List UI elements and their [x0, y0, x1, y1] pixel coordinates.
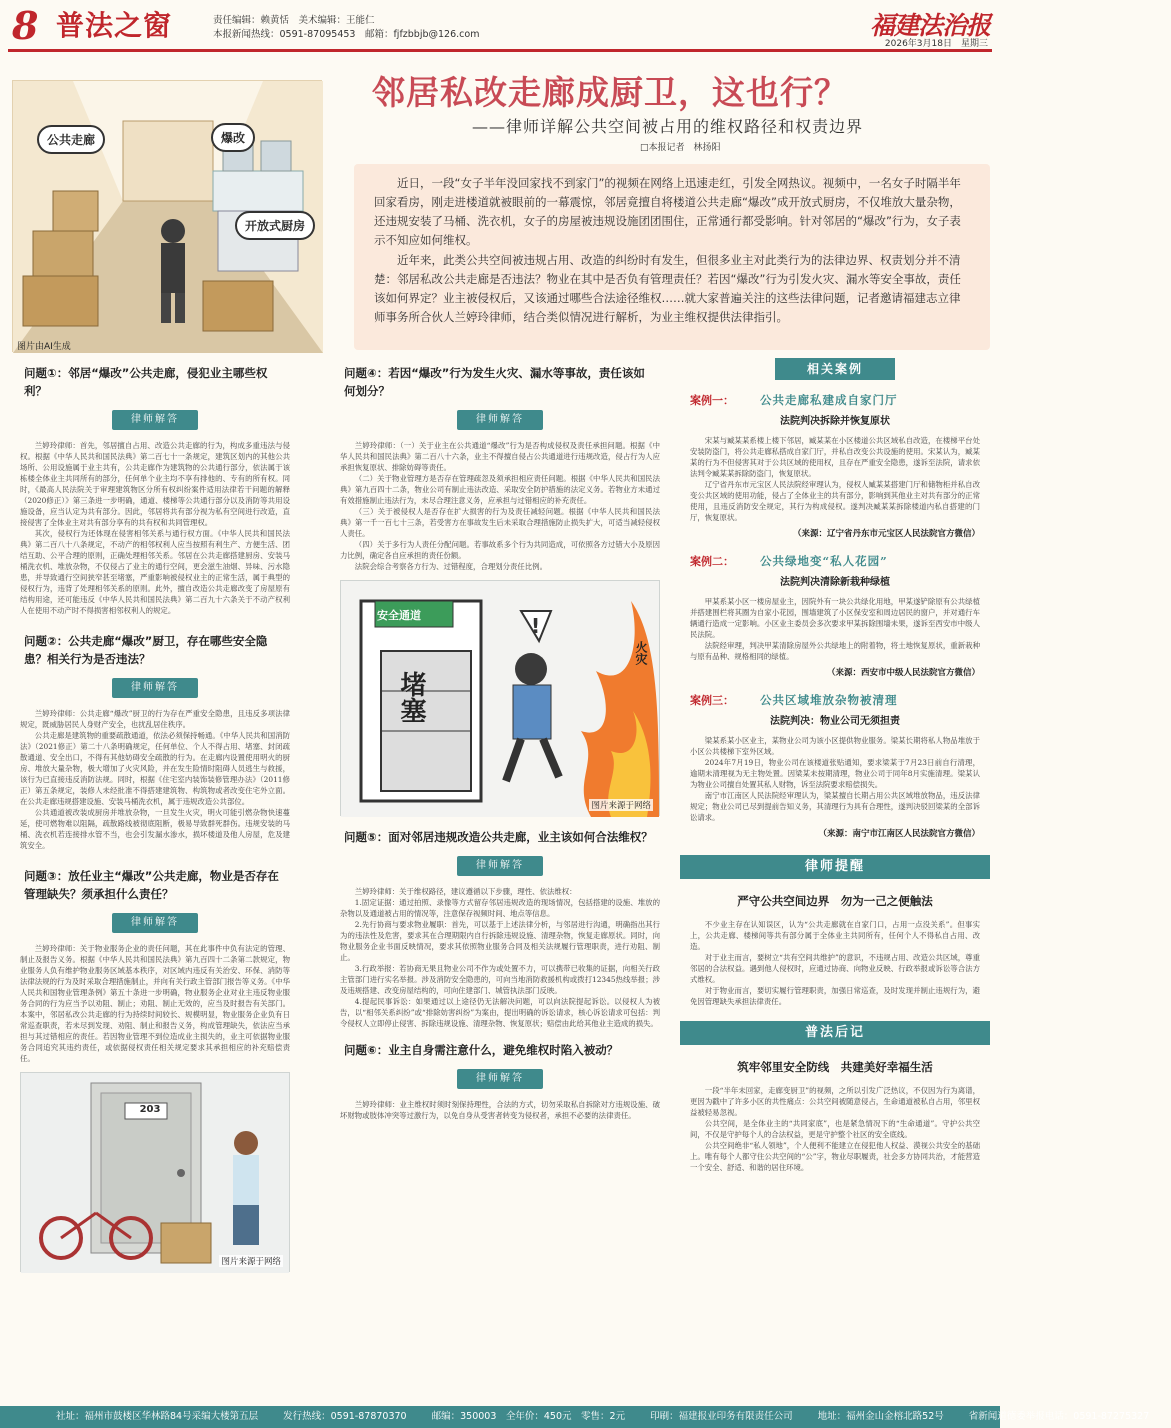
question-1: 问题①：邻居“爆改”公共走廊，侵犯业主哪些权利？ [24, 366, 268, 398]
lawyer-answer-badge: 律师解答 [112, 410, 198, 430]
afterword-header: 普法后记 [680, 1021, 990, 1045]
answer-paragraph: 兰婷玲律师：关于物业服务企业的责任问题，其在此事件中负有法定的管理、制止及报告义务。根据《中华人民共和国民法典》第九百四十二条第二款规定，物业服务人负有维护物业服务区域基本秩序，对区域内违反有关治安、环保、消防等法律法规的行为及时采取合理措施制止，并向有关行政主管部门报告等义务。《中华人民共和国物业管理条例》第五十条进一步明确，物业服务企业对业主违反物业服务合同的行为应当予以劝阻、制止；劝阻、制止无效的，应当及时报告有关部门。本案中，邻居私改公共走廊的行为持续时间较长、规模明显，物业服务企业负有日常巡查职责，若未尽到发现、劝阻、制止和报告义务，构成管理缺失，依法应当承担与其过错相应的责任。若因物业管理不到位造成业主损失的，业主可依据物业服务合同追究其违约责任，或依据侵权责任相关规定要求其承担相应的补充赔偿责任。 [20, 944, 290, 1063]
doorway-illustration [20, 1072, 290, 1272]
lawyer-answer-badge: 律师解答 [457, 856, 543, 876]
afterword-paragraph: 一段“半年未回家，走廊变厨卫”的视频，之所以引发广泛热议，不仅因为行为离谱，更因为戳中了许多小区的共性痛点：公共空间被随意侵占，生命通道被私自占用，邻里权益被轻易忽视。 [690, 1086, 980, 1117]
bubble-public-corridor: 公共走廊 [37, 125, 105, 154]
image-source-caption: 图片来源于网络 [221, 1257, 281, 1267]
case-paragraph: 宋某与臧某某系楼上楼下邻居，臧某某在小区楼道公共区域私自改造，在楼梯平台处安装防盗门，将公共走廊私搭成自家门厅，并私自改变公共设施的使用。宋某认为，臧某某的行为不但侵害其对于公共区域的使用权，且存在严重安全隐患，遂诉至法院，请求依法判令臧某某拆除防盗门，恢复原状。 [690, 436, 980, 478]
case-2 [680, 551, 990, 680]
newspaper-logo: 福建法治报 [869, 11, 990, 40]
case-source: （来源：辽宁省丹东市元宝区人民法院官方微信） [792, 529, 980, 539]
footer-distribution: 发行热线：0591-87870370 [283, 1411, 407, 1422]
question-4: 问题④：若因“爆改”行为发生火灾、漏水等事故，责任该如何划分？ [344, 366, 645, 398]
bubble-renovation: 爆改 [211, 123, 255, 152]
footer-ethics-hotline: 省新闻道德委举报电话：0591-87275327 [968, 1411, 1150, 1422]
answer-3 [10, 943, 300, 1064]
footer-printer: 印刷：福建报业印务有限责任公司 [650, 1411, 793, 1422]
answer-paragraph: 1.固定证据：通过拍照、录像等方式留存邻居违规改造的现场情况，包括搭建的设施、堆放的杂物以及通道被占用的情况等，注意保存视频时间、地点等信息。 [340, 898, 660, 918]
svg-text:!: ! [531, 614, 541, 638]
answer-paragraph: 兰婷玲律师：业主维权时须时刻保持理性，合法的方式，切勿采取私自拆除对方违规设施、破坏财物或肢体冲突等过激行为，以免自身从受害者转变为侵权者，承担不必要的法律责任。 [340, 1100, 660, 1120]
answer-paragraph: 公共走廊是建筑物的重要疏散通道，依法必须保持畅通。《中华人民共和国消防法》（2021修正）第二十八条明确规定，任何单位、个人不得占用、堵塞、封闭疏散通道、安全出口，不得有其他妨碍安全疏散的行为。在走廊内设置使用明火的厨房、堆放大量杂物，极大增加了火灾风险，并在发生险情时阻碍人员逃生与救援，该行为已直接违反消防法规。同时，根据《住宅室内装饰装修管理办法》（2011修正）第五条规定，装修人未经批准不得搭建建筑物、构筑物或者改变住宅外立面。在公共走廊违规搭建设施、安装马桶洗衣机，属于违规改造公共部位。 [20, 731, 290, 806]
answer-paragraph: 其次，侵权行为还体现在侵害相邻关系与通行权方面。《中华人民共和国民法典》第二百八十八条规定，不动产的相邻权利人应当按照有利生产、方便生活、团结互助、公平合理的原则，正确处理相邻关系。邻居在公共走廊搭建厨房、安装马桶洗衣机、堆放杂物，不仅侵占了业主的通行空间，更会滋生油烟、异味、污水隐患，并导致通行空间狭窄甚至堵塞，严重影响被侵权业主的正常生活，属于典型的侵权行为，违背了处理相邻关系的原则。此外，擅自改造公共走廊改变了房屋原有结构用途，还可能违反《中华人民共和国民法典》第二百九十六条关于不动产权利人在使用不动产时不得损害相邻权利人的规定。 [20, 529, 290, 615]
case-subtitle: 法院判决：物业公司无须担责 [770, 716, 900, 727]
blocked-sign: 堵塞 [396, 671, 426, 723]
footer-printer-address: 地址：福州金山金榕北路52号 [817, 1411, 944, 1422]
case-paragraph: 甲某系某小区一楼房屋业主，因院外有一块公共绿化用地，甲某遂铲除原有公共绿植并搭建围栏将其圈为自家小花园，围墙建筑了小区保安室和周边居民的窗户，并对通行车辆通行造成一定影响。小区业主委员会多次要求甲某拆除围墙未果，遂诉至西安市中级人民法院。 [690, 597, 980, 639]
afterword-body [680, 1085, 990, 1173]
answer-paragraph: （二）关于物业管理方是否存在管理疏忽及须承担相应责任问题。根据《中华人民共和国民法典》第九百四十二条，物业公司有制止违法改造、采取安全防护措施的法定义务。若物业方未通过有效措施制止违法行为，未尽合理注意义务，应承担与过错相应的补充责任。 [340, 474, 660, 505]
answer-paragraph: 4.提起民事诉讼：如果通过以上途径仍无法解决问题，可以向法院提起诉讼。以侵权人为被告，以“相邻关系纠纷”或“排除妨害纠纷”为案由，提出明确的诉讼请求，核心诉讼请求可包括：判令侵权人立即停止侵害、拆除违规设施、清理杂物、恢复原状；赔偿由此给其他业主造成的损失。 [340, 997, 660, 1028]
answer-paragraph: 兰婷玲律师：（一）关于业主在公共通道“爆改”行为是否构成侵权及责任承担问题。根据《中华人民共和国民法典》第二百八十六条，业主不得擅自侵占公共通道进行违规改造，侵占行为人应承担恢复原状、排除妨碍等责任。 [340, 441, 660, 472]
case-title: 公共区域堆放杂物被清理 [760, 693, 898, 707]
case-subtitle: 法院判决拆除并恢复原状 [780, 416, 890, 427]
blocked-doorway-drawing [21, 1073, 289, 1273]
answer-6 [330, 1099, 670, 1121]
bubble-open-kitchen: 开放式厨房 [235, 211, 315, 240]
answer-paragraph: 兰婷玲律师：首先，邻居擅自占用、改造公共走廊的行为，构成多重违法与侵权。根据《中华人民共和国民法典》第二百七十一条规定，建筑区划内的其他公共场所、公用设施属于业主共有，公共走廊作为建筑物的公共通行部分，依法属于该栋楼全体业主共同所有的部分，任何单个业主均不享有排他的、专有的所有权。同时，《最高人民法院关于审理建筑物区分所有权纠纷案件适用法律若干问题的解释（2020修正）》第三条进一步明确，通道、楼梯等公共通行部分以及消防等共用设施设备，应当认定为共有部分。因此，邻居将共有部分视为私有空间进行改造，直接侵害了全体业主对共有部分享有的共有权和共同管理权。 [20, 441, 290, 527]
case-paragraph: 2024年7月19日，物业公司在该楼道张贴通知，要求梁某于7月23日前自行清理，逾期未清理视为无主物处置。因梁某未按期清理，物业公司于同年8月实施清理。梁某认为物业公司擅自处置其私人财物，诉至法院要求赔偿损失。 [690, 758, 980, 789]
lead-paragraph: 近日，一段“女子半年没回家找不到家门”的视频在网络上迅速走红，引发全网热议。视频中，一名女子时隔半年回家看房，刚走进楼道就被眼前的一幕震惊，邻居竟擅自将楼道公共走廊“爆改”成开放式厨房，不仅堆放大量杂物，还违规安装了马桶、洗衣机，女子的房屋被违规设施团团围住，正常通行都受影响。针对邻居的“爆改”行为，女子表示不知应如何维权。 [374, 176, 961, 247]
column-left [10, 352, 300, 1392]
fire-exit-illustration [340, 580, 660, 816]
question-2: 问题②：公共走廊“爆改”厨卫，存在哪些安全隐患？相关行为是否违法？ [24, 634, 268, 666]
reminder-paragraph: 对于物业而言，要切实履行管理职责，加强日常巡查，及时发现并制止违规行为，避免因管理缺失承担法律责任。 [690, 986, 980, 1006]
afterword-paragraph: 公共空间，是全体业主的“共同家底”，也是紧急情况下的“生命通道”。守护公共空间，不仅是守护每个人的合法权益，更是守护整个社区的安全底线。 [690, 1119, 980, 1139]
column-right [680, 352, 990, 1392]
reminder-body [680, 919, 990, 1007]
reminder-paragraph: 对于业主而言，要树立“共有空间共维护”的意识，不违规占用、改造公共区域，尊重邻居的合法权益。遇到他人侵权时，应通过协商、向物业反映、行政举报或诉讼等合法方式维权。 [690, 953, 980, 984]
footer-bar [0, 1406, 1150, 1428]
issue-date: 2026年3月18日 星期三 [884, 39, 988, 49]
footer-address: 社址：福州市鼓楼区华林路84号采编大楼第五层 [56, 1411, 259, 1422]
section-name: 普法之窗 [56, 9, 173, 42]
lawyer-answer-badge: 律师解答 [457, 1069, 543, 1089]
case-source: （来源：南宁市江南区人民法院官方微信） [818, 829, 980, 839]
case-source: （来源：西安市中级人民法院官方微信） [826, 668, 980, 678]
reminder-title: 严守公共空间边界 勿为一己之便触法 [737, 894, 933, 908]
answer-paragraph: 兰婷玲律师：关于维权路径，建议遵循以下步骤，理性、依法维权： [354, 887, 577, 896]
question-6: 问题⑥：业主自身需注意什么，避免维权时陷入被动？ [344, 1043, 619, 1057]
related-cases-header: 相关案例 [775, 358, 895, 380]
case-label: 案例三： [690, 694, 734, 707]
masthead-meta [213, 14, 479, 42]
contact-line: 本报新闻热线：0591-87095453 邮箱：fjfzbbjb@126.com [213, 29, 480, 40]
answer-paragraph: 2.先行协商与要求物业履职：首先，可以基于上述法律分析，与邻居进行沟通，明确指出其行为的违法性及危害，要求其在合理期限内自行拆除违规设施、清理杂物，恢复走廊原状。同时，向物业服务企业书面反映情况，要求其依照物业服务合同及相关法规履行管理职责，进行劝阻、制止。 [340, 920, 660, 962]
hero-section [12, 62, 988, 352]
case-3 [680, 690, 990, 841]
column-middle [330, 352, 670, 1392]
answer-paragraph: （四）关于多行为人责任分配问题。若事故系多个行为共同造成，可依照各方过错大小及原因力比例，确定各自应承担的责任份额。 [340, 540, 660, 560]
afterword-paragraph: 公共空间绝非“私人领地”，个人便利不能建立在侵犯他人权益、漠视公共安全的基础上。唯有每个人都守住公共空间的“公”字，物业尽职履责，社会多方协同共治，才能营造一个安全、舒适、和谐的居住环境。 [690, 1141, 980, 1172]
question-3: 问题③：放任业主“爆改”公共走廊，物业是否存在管理缺失？须承担什么责任？ [24, 869, 279, 901]
case-label: 案例二： [690, 555, 734, 568]
afterword-title: 筑牢邻里安全防线 共建美好幸福生活 [737, 1060, 933, 1074]
answer-2 [10, 708, 300, 851]
answer-5 [330, 886, 670, 1029]
image-source-caption: 图片来源于网络 [591, 801, 651, 811]
answer-paragraph: 公共通道被改装成厨房并堆放杂物，一旦发生火灾，明火可能引燃杂物快速蔓延，使可燃物难以阻隔，疏散路线被彻底阻断，极易导致群死群伤。违规安装的马桶、洗衣机若连接排水管不当，也会引发漏水渗水，损坏楼道及他人房屋，危及建筑安全。 [20, 808, 290, 850]
case-title: 公共绿地变“私人花园” [760, 554, 888, 568]
case-body [690, 735, 980, 823]
hero-illustration [12, 80, 322, 352]
answer-paragraph: 兰婷玲律师：公共走廊“爆改”厨卫的行为存在严重安全隐患，且违反多项法律规定，既威胁居民人身财产安全，也扰乱居住秩序。 [20, 709, 290, 729]
lawyer-answer-badge: 律师解答 [112, 678, 198, 698]
door-number: 203 [139, 1104, 161, 1115]
question-5: 问题⑤：面对邻居违规改造公共走廊，业主该如何合法维权？ [344, 830, 653, 844]
case-body [690, 596, 980, 662]
case-paragraph: 法院经审理，判决甲某清除房屋外公共绿地上的附着物，将土地恢复原状，重新栽种与原有品种、规格相同的绿植。 [690, 641, 980, 661]
lawyer-reminder-header: 律师提醒 [680, 855, 990, 879]
byline: □本报记者 林扬阳 [640, 143, 721, 153]
case-body [690, 435, 980, 523]
lead-box [354, 164, 990, 350]
case-title: 公共走廊私建成自家门厅 [760, 393, 898, 407]
headline: 邻居私改走廊成厨卫，这也行？ [372, 73, 848, 112]
footer-postcode-price: 邮编：350003 全年价：450元 零售：2元 [431, 1411, 626, 1422]
lead-paragraph: 近年来，此类公共空间被违规占用、改造的纠纷时有发生，但很多业主对此类行为的法律边界、权责划分并不清楚：邻居私改公共走廊是否违法？物业在其中是否负有管理责任？若因“爆改”行为引发火灾、漏水等安全事故，责任该如何界定？业主被侵权后，又该通过哪些合法途径维权……就大家普遍关注的这些法律问题，记者邀请福建志立律师事务所合伙人兰婷玲律师，结合类似情况进行解析，为业主维权提供法律指引。 [374, 253, 961, 324]
fire-label: 火灾 [634, 641, 648, 665]
exit-sign: 安全通道 [377, 609, 421, 622]
case-subtitle: 法院判决清除新栽种绿植 [780, 577, 890, 588]
answer-paragraph: （三）关于被侵权人是否存在扩大损害的行为及责任减轻问题。根据《中华人民共和国民法典》第一千一百七十三条，若受害方在事故发生后未采取合理措施防止损失扩大，可适当减轻侵权人责任。 [340, 507, 660, 538]
answer-4 [330, 440, 670, 572]
answer-1 [10, 440, 300, 616]
case-label: 案例一： [690, 394, 734, 407]
page-number: 8 [12, 3, 39, 48]
lawyer-answer-badge: 律师解答 [112, 913, 198, 933]
masthead [8, 4, 992, 52]
answer-paragraph: 法院会综合考察各方行为、过错程度，合理划分责任比例。 [354, 562, 547, 571]
case-1 [680, 390, 990, 541]
case-paragraph: 梁某系某小区业主，某物业公司为该小区提供物业服务。梁某长期将私人物品堆放于小区公共楼梯下室外区域。 [690, 736, 980, 756]
lawyer-answer-badge: 律师解答 [457, 410, 543, 430]
case-paragraph: 辽宁省丹东市元宝区人民法院经审理认为，侵权人臧某某搭建门厅和储物柜并私自改变公共区域的使用功能，侵占了全体业主的共有部分，影响到其他业主对共有部分的正常使用，且违反消防安全规定，其行为构成侵权。遂判决臧某某拆除楼道内私自搭建的门厅，恢复原状。 [690, 480, 980, 522]
subheadline: ——律师详解公共空间被占用的维权路径和权责边界 [472, 117, 864, 136]
case-paragraph: 南宁市江南区人民法院经审理认为，梁某擅自长期占用公共区域堆放物品，违反法律规定；物业公司已尽到提前告知义务，其清理行为具有合理性，遂判决驳回梁某的全部诉讼请求。 [690, 791, 980, 822]
reminder-paragraph: 不少业主存在认知误区，认为“公共走廊就在自家门口，占用一点没关系”。但事实上，公共走廊、楼梯间等共有部分属于全体业主共同所有，任何个人不得私自占用、改造。 [690, 920, 980, 951]
hero-image-caption: 图片由AI生成 [17, 342, 71, 352]
answer-paragraph: 3.行政举报：若协商无果且物业公司不作为或处置不力，可以携带已收集的证据，向相关行政主管部门进行实名举报。涉及消防安全隐患的，可向当地消防救援机构或拨打12345热线举报；涉及违规搭建、改变房屋结构的，可向住建部门、城管执法部门反映。 [340, 964, 660, 995]
editors-line: 责任编辑：赖黄恬 美术编辑：王能仁 [213, 15, 375, 26]
